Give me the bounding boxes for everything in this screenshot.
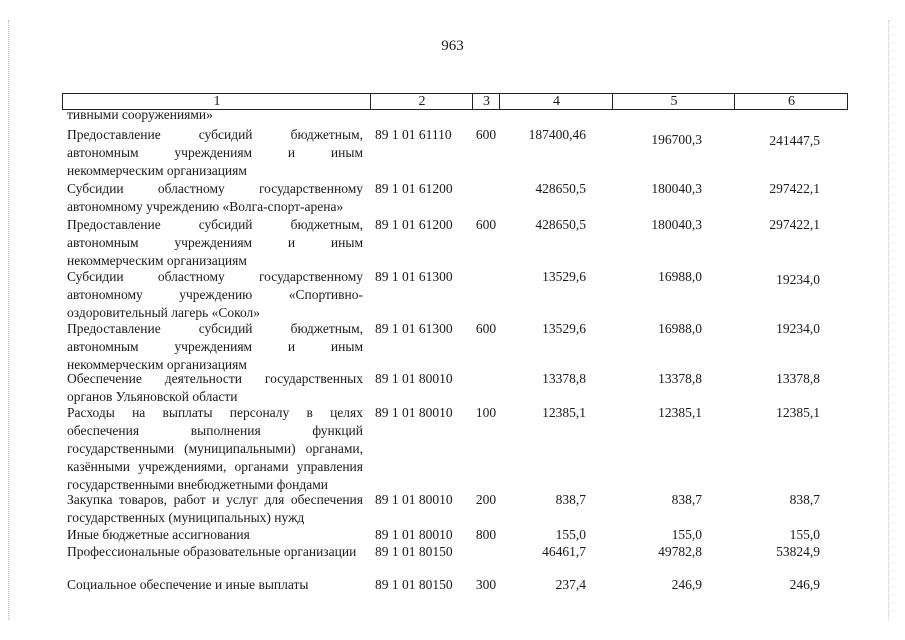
scan-edge-right: [888, 20, 890, 620]
row-value-4: 155,0: [555, 527, 586, 542]
row-name: Закупка товаров, работ и услуг для обеспечения государственных (муниципальных) нужд: [67, 492, 363, 525]
row-value-6: 297422,1: [769, 217, 820, 232]
row-value-4: 13378,8: [542, 371, 586, 386]
row-code: 89 1 01 80010: [375, 527, 453, 542]
row-value-6: 297422,1: [769, 181, 820, 196]
row-code: 89 1 01 80150: [375, 544, 453, 559]
header-col-6: 6: [734, 94, 848, 109]
row-name: Иные бюджетные ассигнования: [67, 527, 250, 542]
row-name: Предоставление субсидий бюджетным, автономным учреждениям и иным некоммерческим организациям: [67, 217, 363, 268]
header-col-1: 1: [213, 94, 221, 109]
row-code: 89 1 01 80010: [375, 405, 453, 420]
row-code: 89 1 01 61300: [375, 321, 453, 336]
row-name: Предоставление субсидий бюджетным, автономным учреждениям и иным некоммерческим организациям: [67, 321, 363, 372]
row-group: 300: [475, 577, 497, 592]
row-value-4: 237,4: [555, 577, 586, 592]
scan-edge-left: [8, 20, 10, 620]
row-value-4: 428650,5: [535, 181, 586, 196]
row-value-6: 53824,9: [776, 544, 820, 559]
row-group: 600: [475, 217, 497, 232]
row-group: 100: [475, 405, 497, 420]
row-name: Предоставление субсидий бюджетным, автономным учреждениям и иным некоммерческим организациям: [67, 127, 363, 178]
row-value-4: 13529,6: [542, 269, 586, 284]
row-code: 89 1 01 80010: [375, 492, 453, 507]
row-value-5: 180040,3: [651, 217, 702, 232]
row-value-5: 16988,0: [658, 321, 702, 336]
row-value-4: 12385,1: [542, 405, 586, 420]
row-value-5: 155,0: [671, 527, 702, 542]
page-number: 963: [441, 38, 464, 54]
row-value-6: 19234,0: [776, 272, 820, 287]
row-name: тивными сооружениями»: [67, 107, 213, 122]
row-group: 600: [475, 321, 497, 336]
row-value-4: 838,7: [555, 492, 586, 507]
row-group: 200: [475, 492, 497, 507]
row-value-5: 12385,1: [658, 405, 702, 420]
row-code: 89 1 01 80010: [375, 371, 453, 386]
row-name: Субсидии областному государственному автономному учреждению «Волга-спорт-арена»: [67, 181, 363, 214]
row-value-5: 246,9: [671, 577, 702, 592]
header-col-4: 4: [499, 94, 613, 109]
row-name: Социальное обеспечение и иные выплаты: [67, 577, 309, 592]
row-value-6: 246,9: [789, 577, 820, 592]
row-value-5: 196700,3: [651, 132, 702, 147]
row-value-6: 241447,5: [769, 133, 820, 148]
row-value-5: 180040,3: [651, 181, 702, 196]
row-value-4: 187400,46: [528, 127, 586, 142]
row-code: 89 1 01 80150: [375, 577, 453, 592]
header-col-5: 5: [612, 94, 735, 109]
row-value-6: 19234,0: [776, 321, 820, 336]
row-name: Профессиональные образовательные организации: [67, 544, 357, 559]
row-value-5: 16988,0: [658, 269, 702, 284]
row-code: 89 1 01 61300: [375, 269, 453, 284]
row-group: 800: [475, 527, 497, 542]
row-name: Субсидии областному государственному автономному учреждению «Спортивно-оздоровительный лагерь «Сокол»: [67, 269, 363, 320]
row-value-4: 13529,6: [542, 321, 586, 336]
row-value-6: 155,0: [789, 527, 820, 542]
row-name: Обеспечение деятельности государственных органов Ульяновской области: [67, 371, 363, 404]
row-value-6: 13378,8: [776, 371, 820, 386]
row-value-5: 13378,8: [658, 371, 702, 386]
row-code: 89 1 01 61200: [375, 181, 453, 196]
row-value-6: 12385,1: [776, 405, 820, 420]
row-value-4: 46461,7: [542, 544, 586, 559]
row-value-5: 838,7: [671, 492, 702, 507]
header-col-3: 3: [472, 94, 500, 109]
header-col-2: 2: [370, 94, 473, 109]
row-value-4: 428650,5: [535, 217, 586, 232]
row-code: 89 1 01 61200: [375, 217, 453, 232]
row-value-6: 838,7: [789, 492, 820, 507]
row-code: 89 1 01 61110: [375, 127, 452, 142]
row-group: 600: [475, 127, 497, 142]
row-name: Расходы на выплаты персоналу в целях обеспечения выполнения функций государственными (муниципальными) органами, казёнными учреждениями, органами управления государственными внебюджетными фондами: [67, 405, 363, 492]
row-value-5: 49782,8: [658, 544, 702, 559]
